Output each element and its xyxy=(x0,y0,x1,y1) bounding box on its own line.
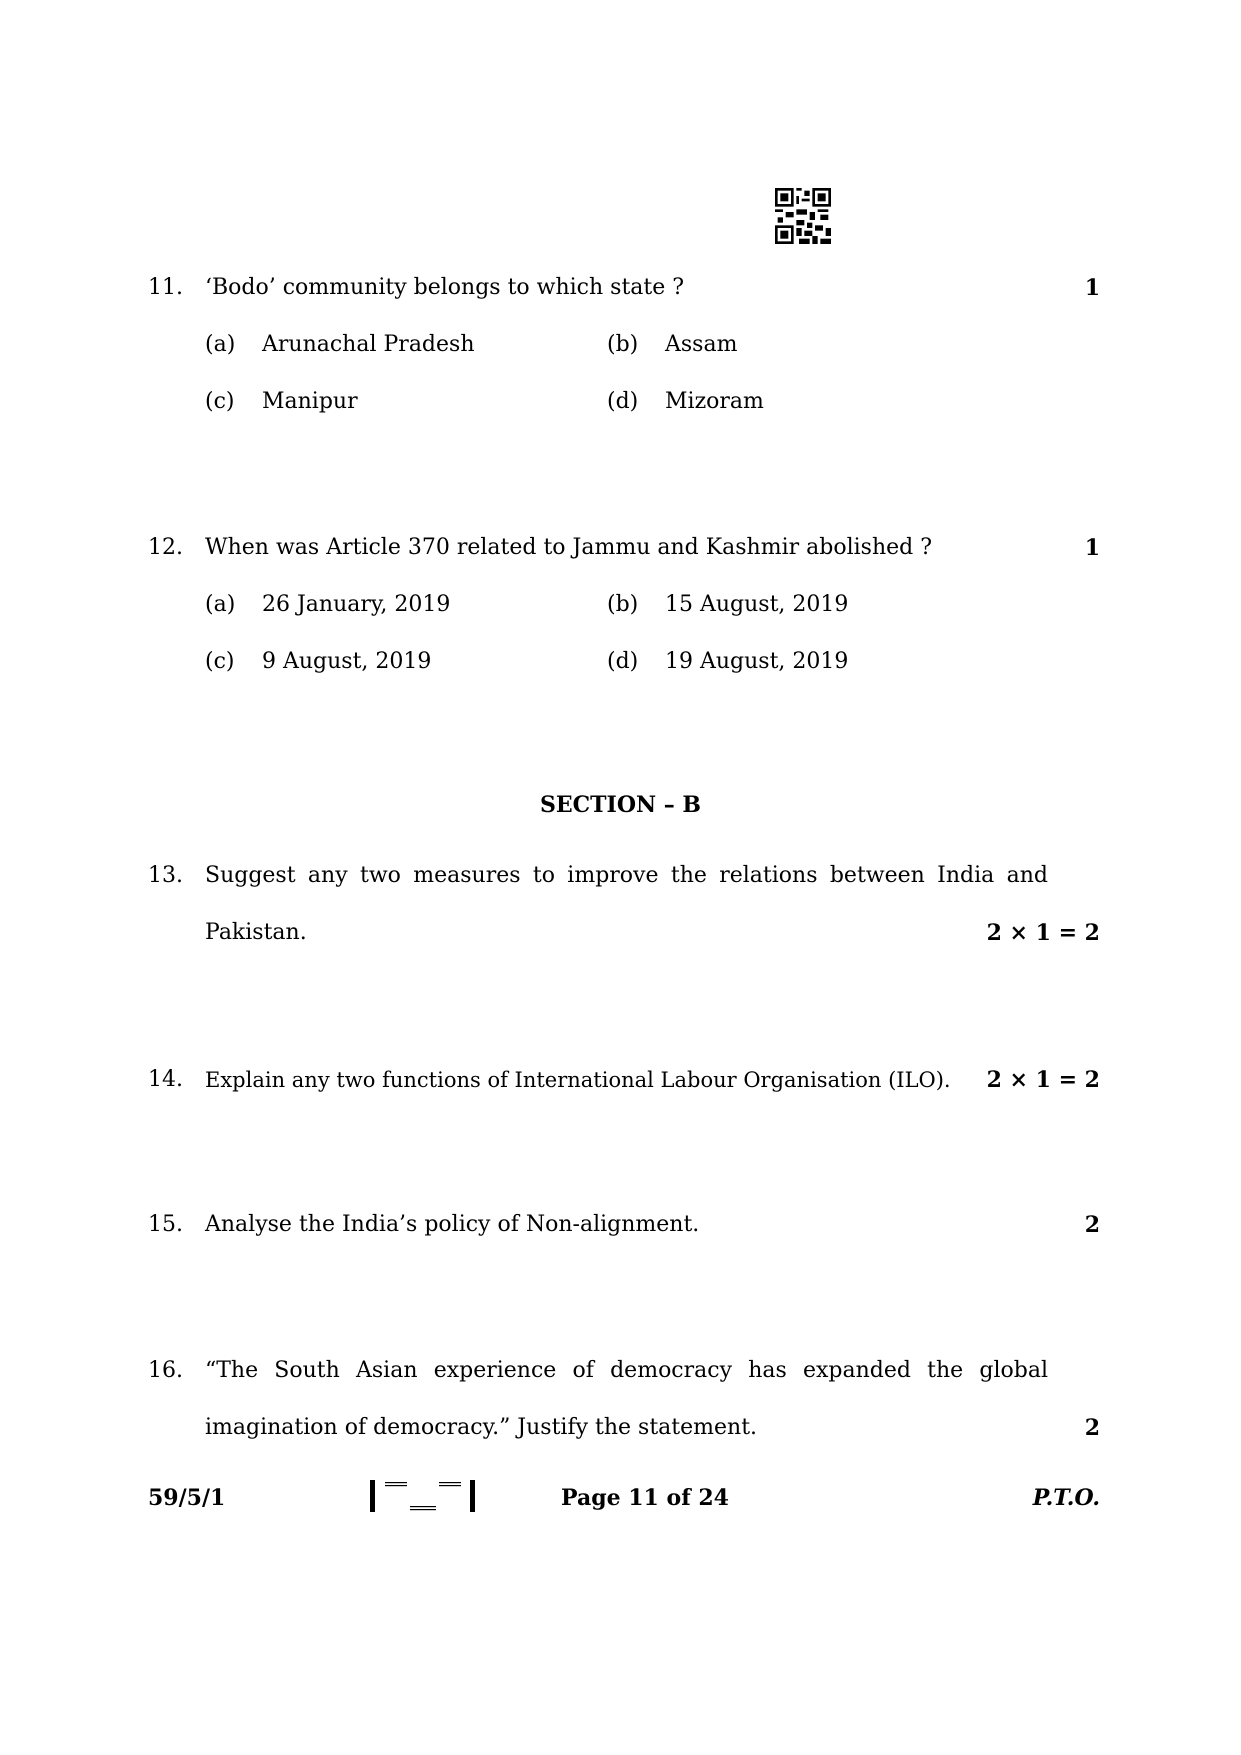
pto-label: P.T.O. xyxy=(1032,1485,1100,1511)
paper-code: 59/5/1 xyxy=(148,1485,226,1511)
q12-option-b-label: (b) xyxy=(607,592,639,617)
question-15-number: 15. xyxy=(148,1212,183,1237)
question-16-text-line1: “The South Asian experience of democracy has expanded the global xyxy=(205,1358,1048,1383)
q11-option-c-text: Manipur xyxy=(262,389,358,414)
question-15-marks: 2 xyxy=(1084,1212,1100,1238)
q12-option-a-text: 26 January, 2019 xyxy=(262,592,451,617)
q11-option-b-label: (b) xyxy=(607,332,639,357)
q11-option-c-label: (c) xyxy=(205,389,235,414)
question-15-text: Analyse the India’s policy of Non-alignment. xyxy=(205,1212,700,1237)
question-16-marks: 2 xyxy=(1084,1415,1100,1441)
question-11-text: ‘Bodo’ community belongs to which state ? xyxy=(205,275,685,300)
question-14-marks: 2 × 1 = 2 xyxy=(986,1067,1100,1093)
question-13-number: 13. xyxy=(148,863,183,888)
qr-code-icon xyxy=(775,188,831,244)
question-14-text: Explain any two functions of International Labour Organisation (ILO). xyxy=(205,1068,951,1092)
q11-option-b-text: Assam xyxy=(665,332,738,357)
q11-option-d-text: Mizoram xyxy=(665,389,764,414)
q12-option-c-label: (c) xyxy=(205,649,235,674)
question-13-text-line2: Pakistan. xyxy=(205,920,307,945)
q11-option-d-label: (d) xyxy=(607,389,639,414)
q12-option-c-text: 9 August, 2019 xyxy=(262,649,432,674)
question-11-number: 11. xyxy=(148,275,183,300)
question-11-marks: 1 xyxy=(1084,275,1100,301)
q12-option-b-text: 15 August, 2019 xyxy=(665,592,849,617)
question-16-text-line2: imagination of democracy.” Justify the statement. xyxy=(205,1415,758,1440)
question-12-marks: 1 xyxy=(1084,535,1100,561)
q12-option-a-label: (a) xyxy=(205,592,236,617)
question-12-text: When was Article 370 related to Jammu and Kashmir abolished ? xyxy=(205,535,932,560)
barcode-icon xyxy=(370,1478,476,1514)
q11-option-a-text: Arunachal Pradesh xyxy=(262,332,475,357)
q11-option-a-label: (a) xyxy=(205,332,236,357)
question-13-marks: 2 × 1 = 2 xyxy=(986,920,1100,946)
question-14-number: 14. xyxy=(148,1067,183,1092)
page-number: Page 11 of 24 xyxy=(561,1485,729,1511)
q12-option-d-label: (d) xyxy=(607,649,639,674)
question-13-text-line1: Suggest any two measures to improve the relations between India and xyxy=(205,863,1048,888)
q12-option-d-text: 19 August, 2019 xyxy=(665,649,849,674)
section-b-heading: SECTION – B xyxy=(539,792,701,818)
question-16-number: 16. xyxy=(148,1358,183,1383)
question-12-number: 12. xyxy=(148,535,183,560)
